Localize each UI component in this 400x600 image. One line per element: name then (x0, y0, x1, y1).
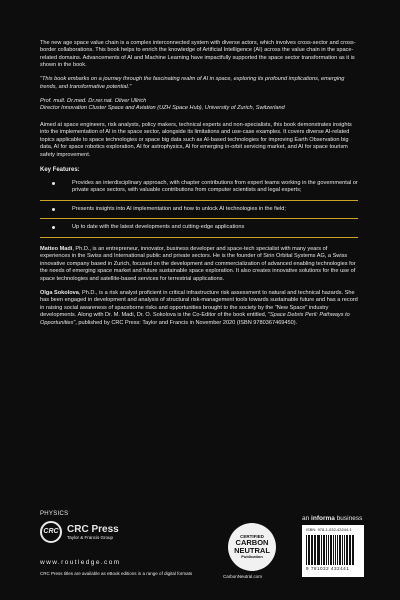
back-cover-text (40, 40, 358, 334)
carbon-neutral-url: CarbonNeutral.com (223, 574, 263, 579)
author-name: Matteo Madi (40, 245, 73, 252)
endorsement-attribution (40, 98, 358, 113)
key-feature-item: Up to date with the latest developments and cutting-edge applications (40, 224, 358, 237)
key-feature-item: Presents insights into AI implementation and how to unlock AI technologies in the field; (40, 206, 358, 219)
endorser-name: Prof. mult. Dr.med. Dr.rer.nat. Oliver Ullrich (40, 97, 147, 104)
isbn-barcode (302, 525, 364, 577)
author-bio-text: , Ph.D., is an entrepreneur, innovator, business developer and space-tech specialist with many years of experiences in the Swiss and International public and private sectors. He is the founder of Sirin Orbital Systems AG, a Swiss innovative company based in Zurich, focused on the development and commercialization of advanced enabling technologies for the needs of emerging space market and future sustainable space exploration. It also creates innovative solutions for the use of space technologies and satellite-based services for terrestrial applications. (40, 245, 356, 282)
author-bio-text: , Ph.D., is a risk analyst proficient in critical infrastructure risk assessment to natural and technical hazards. She has been engaged in development and analysis of structural risk-management tools towards sustainable future and has a record in raising social awareness of spaceborne risks and opportunities brought to the society by the "New Space" industry developments. Along with Dr. M. Madi, Dr. O. Sokolova is the Co-Editor of the book entitled, (40, 289, 358, 319)
author-bio-sokolova (40, 290, 358, 327)
publisher-website: www.routledge.com (40, 559, 121, 566)
subject-category: PHYSICS (40, 511, 69, 517)
publisher-name: CRC Press (67, 524, 119, 535)
crc-press-logo (40, 521, 120, 547)
isbn-digits: 9 781032 432441 (306, 566, 350, 572)
carbon-neutral-badge (228, 523, 276, 571)
author-name: Olga Sokolova (40, 289, 79, 296)
publisher-tagline: Taylor & Francis Group (67, 535, 114, 540)
key-features-heading: Key Features: (40, 166, 80, 173)
carbon-badge-line: NEUTRAL (234, 546, 270, 556)
ebook-note: CRC Press titles are available as eBook editions in a range of digital formats (40, 571, 193, 576)
carbon-badge-line: Publication (241, 554, 263, 560)
informa-business-label (302, 515, 362, 524)
carbon-badge-line: CARBON (235, 538, 269, 548)
isbn-label: ISBN: 978-1-032-43244-1 (306, 528, 352, 532)
author-bio-madi (40, 246, 358, 283)
informa-prefix: an (302, 515, 312, 522)
barcode-bars (306, 535, 360, 565)
informa-suffix: business (334, 515, 363, 522)
author-bio-text-end: , published by CRC Press: Taylor and Francis in November 2020 (ISBN 9780367469450). (75, 319, 298, 326)
carbon-badge-line: CERTIFIED (240, 533, 264, 539)
intro-paragraph: The new age space value chain is a complex interconnected system with diverse actors, which involves cross-sector and cross-border collaborations. This book helps to enrich the knowledge of Artificial Intelligence (AI) across the value chain in the space-related domains. Advancements of AI and Machine Learning have impactfully supported the space sector transformation as it is shown in the book. (40, 40, 356, 69)
endorsement-quote: "This book embarks on a journey through the fascinating realm of AI in space, exploring its profound implications, emerging trends, and transformative potential." (40, 76, 345, 90)
key-feature-item: Provides an interdisciplinary approach, with chapter contributions from expert teams working in the governmental or private space sectors, with valuable contributions from computer scientists and legal experts; (40, 180, 358, 201)
audience-paragraph: Aimed at space engineers, risk analysts, policy makers, technical experts and non-specialists, this book demonstrates insights into the implementation of AI in the space sector, alongside its limitations and use-case examples. It covers diverse AI-related topics applicable to space technologies or space big data such as AI-based technologies for improving Earth Observation big data, AI for space robotics exploration, AI for astrophysics, AI for emerging in-orbit servicing market, and AI for space tourism safety improvement. (40, 121, 352, 158)
key-features-list (40, 180, 358, 238)
referenced-book-title: "Space Debris Peril: Pathways to Opportunities" (40, 312, 350, 326)
crc-logo-icon: CRC (40, 521, 62, 543)
endorser-role: Director Innovation Cluster Space and Aviation (UZH Space Hub), University of Zurich, Switzerland (40, 105, 285, 112)
informa-name: informa (311, 515, 335, 522)
